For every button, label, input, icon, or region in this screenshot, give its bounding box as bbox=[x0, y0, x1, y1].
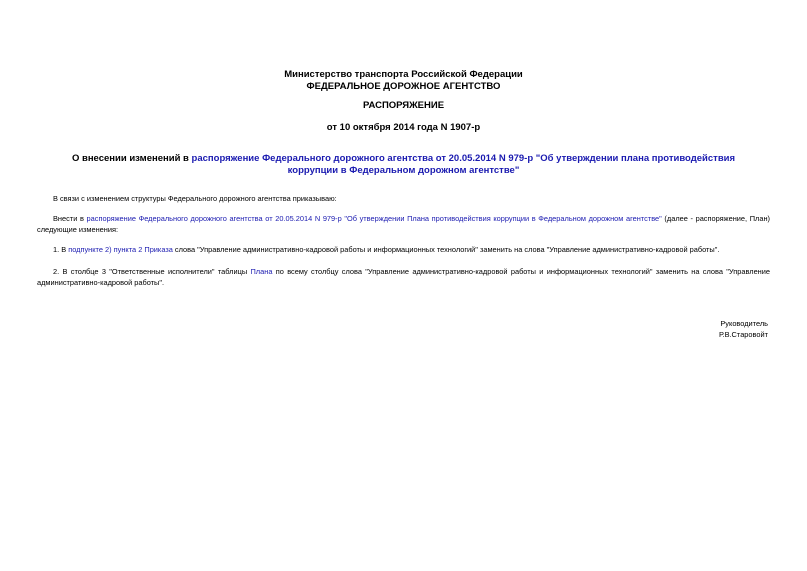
signature-title: Руководитель bbox=[720, 319, 768, 328]
p4-suffix: по всему столбцу слова "Управление административно-кадровой работы и информационных технологий" заменить на слова "Управление административно-кадровой работы". bbox=[37, 267, 770, 287]
paragraph-item-1 bbox=[37, 244, 770, 255]
paragraph-amend bbox=[37, 213, 770, 235]
p4-prefix: 2. В столбце 3 "Ответственные исполнители" таблицы bbox=[53, 267, 251, 276]
p2-link[interactable]: распоряжение Федерального дорожного агентства от 20.05.2014 N 979-р "Об утверждении Плана противодействия коррупции в Федеральном дорожном агентстве" bbox=[86, 214, 662, 223]
signature-name: Р.В.Старовойт bbox=[718, 330, 768, 339]
subject-link[interactable]: распоряжение Федерального дорожного агентства от 20.05.2014 N 979-р "Об утверждении плана противодействия коррупции в Федеральном дорожном агентстве" bbox=[191, 153, 736, 176]
header-organization bbox=[0, 69, 807, 93]
p3-link[interactable]: подпункте 2) пункта 2 Приказа bbox=[68, 245, 173, 254]
document-date: от 10 октября 2014 года N 1907-р bbox=[326, 122, 481, 133]
agency-name: ФЕДЕРАЛЬНОЕ ДОРОЖНОЕ АГЕНТСТВО bbox=[306, 81, 501, 92]
subject-prefix: О внесении изменений в bbox=[71, 153, 192, 164]
document-type: РАСПОРЯЖЕНИЕ bbox=[362, 100, 445, 111]
signature-block bbox=[719, 318, 768, 340]
p3-prefix: 1. В bbox=[53, 245, 69, 254]
p3-suffix: слова "Управление административно-кадровой работы и информационных технологий" заменить на слова "Управление административно-кадровой работы". bbox=[172, 245, 720, 254]
document-subject bbox=[60, 153, 747, 177]
p4-link[interactable]: Плана bbox=[250, 267, 273, 276]
p2-prefix: Внести в bbox=[53, 214, 87, 223]
p2-suffix: (далее - распоряжение, План) следующие изменения: bbox=[37, 214, 770, 234]
ministry-name: Министерство транспорта Российской Федерации bbox=[284, 69, 523, 80]
paragraph-preamble: В связи с изменением структуры Федерального дорожного агентства приказываю: bbox=[53, 194, 337, 203]
paragraph-item-2 bbox=[37, 266, 770, 288]
